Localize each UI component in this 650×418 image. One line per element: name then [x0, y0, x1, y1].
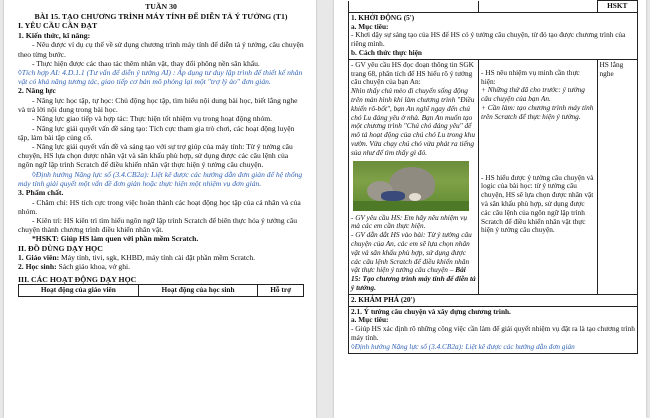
document-page-left — [4, 0, 316, 418]
teacher-label: 1. Giáo viên: — [18, 253, 60, 263]
kp-muctieu-text: - Giúp HS xác định rõ những công việc cần làm để giải quyết nhiệm vụ đặt ra là tạo chương trình máy tính. — [351, 324, 635, 342]
paragraph-n4: - Năng lực giải quyết vấn đề và sáng tạo với sự trợ giúp của máy tính: Từ ý tưởng câu chuyện, HS lựa chọn được nhân vật và sân khấu phù hợp, sử dụng được các câu lệnh của ngôn ngữ lập trình Scratch để điều khiển nhân vật thực hiện ý tưởng câu chuyện. — [18, 142, 293, 170]
support-listen: HS lắng nghe — [599, 59, 624, 78]
khoidong-heading: 1. KHỞI ĐỘNG (5') — [351, 12, 415, 22]
document-page-right — [334, 0, 646, 418]
kp-muctieu-label: a. Mục tiêu: — [351, 315, 389, 325]
student-label: 2. Học sinh: — [18, 262, 57, 272]
hs-task-given: + Những thứ đã cho trước: ý tưởng câu chuyện của bạn An. — [481, 85, 585, 104]
story-quote: Nhìn thấy chú mèo đi chuyển sống động trên màn hình khi làm chương trình "Điều khiển rô-bốt", bạn An nghĩ ngay đến chú chó Lu đáng yêu ở nhà. Bạn An muốn tạo một chương trình "Chú chó đáng yêu" để mô tả hoạt động của chú chó Lu trong khu vườn. Vừa chạy chú chó vừa phát ra tiếng sủa như để tìm thấy gì đó. — [351, 86, 475, 157]
col-support: Hỗ trợ — [258, 285, 304, 297]
hs-understanding: - HS hiểu được ý tưởng câu chuyện và logic của bài học: từ ý tưởng câu chuyện, HS sẽ lựa chọn được nhân vật và sân khấu phù hợp, sử dụng được các câu lệnh của ngôn ngữ lập trình Scratch để điều khiển nhân vật thực hiện ý tưởng câu chuyện. — [481, 172, 594, 235]
cachthuc-label: b. Cách thức thực hiện — [351, 47, 422, 57]
section-hoatdong: III. CÁC HOẠT ĐỘNG DẠY HỌC — [18, 274, 137, 284]
section-dodung: II. ĐỒ DÙNG DẠY HỌC — [18, 243, 103, 253]
paragraph-k2: - Thực hiện được các thao tác thêm nhân vật, thay đổi phông nền sân khấu. — [32, 58, 260, 68]
subsection-phamchat: 3. Phẩm chất. — [18, 188, 64, 198]
hs-task: - HS nêu nhiệm vụ mình cần thực hiện: — [481, 67, 580, 86]
student-materials: Sách giáo khoa, vở ghi. — [56, 262, 131, 272]
teacher-materials: Máy tính, tivi, sgk, KHBD, máy tính cài đặt phần mềm Scratch. — [59, 253, 256, 263]
paragraph-n3: - Năng lực giải quyết vấn đề sáng tạo: Tích cực tham gia trò chơi, các hoạt động luyện tập, làm bài tập củng cố. — [18, 123, 295, 142]
digital-competence-note: ◊Định hướng Năng lực số (3.4.CB2a): Liệt kê được các hướng dẫn đơn giản để hệ thống máy tính giải quyết một vấn đề đơn giản hoặc thực hiện một nhiệm vụ đơn giản. — [18, 169, 303, 188]
paragraph-k1: - Nêu được ví dụ cụ thể về sử dụng chương trình máy tính để diễn tả ý tưởng, câu chuyện theo từng bước. — [18, 40, 304, 59]
section-yeucau: I. YÊU CẦU CẦN ĐẠT — [18, 21, 98, 31]
gv-instruction-2: - GV yêu cầu HS: Em hãy nêu nhiệm vụ mà các em cần thực hiện. — [351, 212, 467, 231]
hskt-column-header: HSKT — [597, 1, 637, 13]
lesson-intro-title: Bài 15: Tạo chương trình máy tính để diễn tả ý tưởng. — [351, 265, 476, 292]
gv-instruction-3: - GV dẫn dắt HS vào bài: Từ ý tưởng câu chuyện của An, các em sẽ lựa chọn nhân vật và sân khấu phù hợp, sử dụng được các câu lệnh Scratch để điều khiển nhân vật thực hiện ý tưởng câu chuyện – — [351, 230, 472, 275]
week-label: TUẦN 30 — [145, 2, 177, 11]
col-student: Hoạt động của học sinh — [138, 285, 258, 297]
paragraph-p2: - Kiên trì: HS kiên trì tìm hiểu ngôn ngữ lập trình Scratch để biên thực hóa ý tưởng câu chuyện thành chương trình điều khiển nhân vật. — [18, 216, 298, 235]
ai-note: ◊Tích hợp AI: 4.D.1.1 (Tư vấn để diễn ý tưởng AI) : Áp dụng tư duy lập trình để thiết kế nhân vật có khả năng tương tác, giao tiếp cơ bản mô phỏng lại một "trợ lý ảo" đơn giản. — [18, 67, 303, 87]
gv-instruction-1: - GV yêu cầu HS đọc đoạn thông tin SGK trang 68, phân tích để HS hiểu rõ ý tưởng câu chuyện của bạn An: — [351, 59, 474, 87]
col-teacher: Hoạt động của giáo viên — [19, 285, 139, 297]
lesson-title: BÀI 15. TẠO CHƯƠNG TRÌNH MÁY TÍNH ĐỂ DIỄN TẢ Ý TƯỞNG (T1) — [34, 11, 288, 21]
paragraph-n2: - Năng lực giao tiếp và hợp tác: Thực hiện tốt nhiệm vụ trong hoạt động nhóm. — [32, 114, 273, 124]
subsection-nangluc: 2. Năng lực — [18, 86, 56, 96]
garden-photo — [353, 161, 469, 211]
muctieu-text: - Khơi dậy sự sáng tạo của HS để HS có ý tưởng câu chuyện, từ đó tạo được chương trình của riêng mình. — [351, 30, 626, 49]
paragraph-p1: - Chăm chỉ: HS tích cực trong việc hoàn thành các hoạt động học tập của cá nhân và của nhóm. — [18, 197, 301, 216]
khampha-subheading: 2.1. Ý tưởng câu chuyện và xây dựng chương trình. — [351, 306, 511, 316]
activities-table — [348, 0, 638, 354]
hskt-note: *HSKT: Giúp HS làm quen với phần mềm Scratch. — [32, 234, 199, 244]
kp-digital-note: ◊Định hướng Năng lực số (3.4.CB2a): Liệt kê được các hướng dẫn đơn giản — [351, 341, 575, 351]
paragraph-n1: - Năng lực học tập, tự học: Chủ động học tập, tìm hiểu nội dung bài học, biết lắng nghe và trả lời nội dung trong bài học. — [18, 95, 298, 115]
muctieu-label: a. Mục tiêu: — [351, 21, 389, 31]
hs-task-todo: + Cần làm: tạo chương trình máy tính trên Scratch để thực hiện ý tưởng. — [481, 102, 594, 121]
activities-table-header — [18, 284, 304, 297]
khampha-heading: 2. KHÁM PHÁ (20') — [351, 294, 416, 304]
subsection-kienthuc: 1. Kiến thức, kĩ năng: — [18, 30, 91, 40]
